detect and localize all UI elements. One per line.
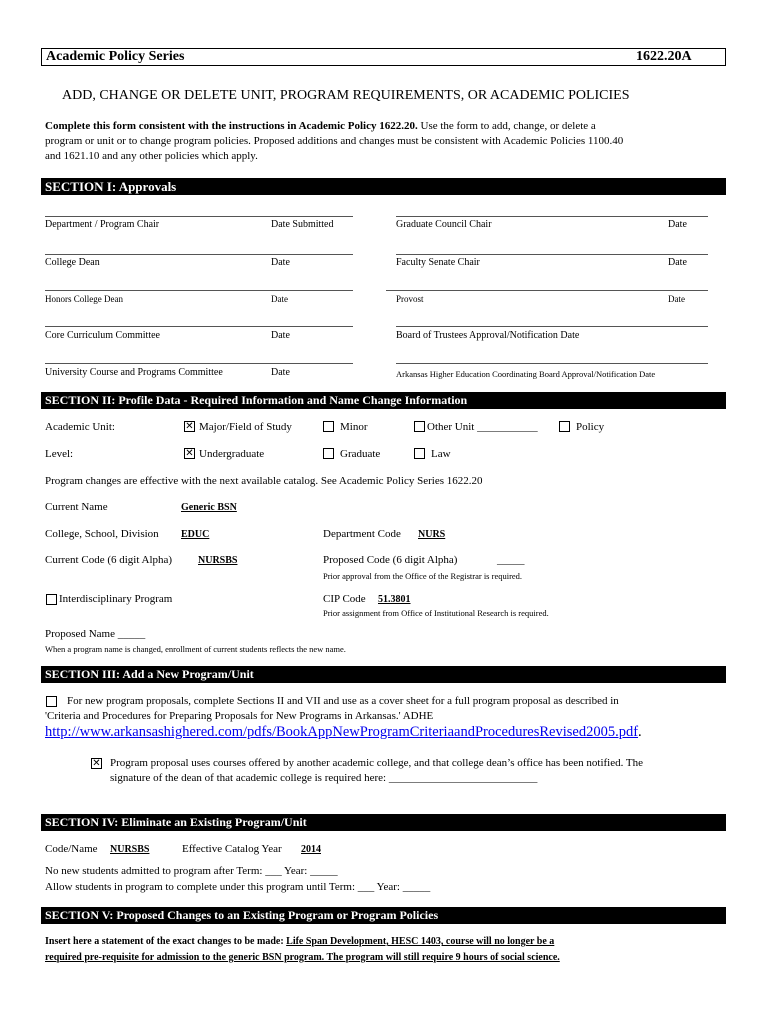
other-unit-checkbox[interactable] bbox=[414, 421, 425, 432]
interdisciplinary-label: Interdisciplinary Program bbox=[59, 593, 173, 605]
undergraduate-checkbox[interactable] bbox=[184, 448, 195, 459]
proposed-code-value[interactable]: _____ bbox=[497, 554, 525, 566]
policy-number: 1622.20A bbox=[636, 49, 692, 64]
other-college-checkbox[interactable] bbox=[91, 758, 102, 769]
sig-label: College Dean bbox=[45, 257, 100, 268]
adhe-link[interactable]: http://www.arkansashighered.com/pdfs/BookAppNewProgramCriteriaandProceduresRevised2005.pdf bbox=[45, 724, 639, 740]
date-label: Date Submitted bbox=[271, 219, 334, 230]
date-label: Date bbox=[271, 330, 290, 341]
major-checkbox[interactable] bbox=[184, 421, 195, 432]
minor-checkbox[interactable] bbox=[323, 421, 334, 432]
dept-code-label: Department Code bbox=[323, 528, 401, 540]
policy-series: Academic Policy Series bbox=[46, 49, 185, 64]
proposed-code-label: Proposed Code (6 digit Alpha) bbox=[323, 554, 458, 566]
section-5-header: SECTION V: Proposed Changes to an Existing Program or Program Policies bbox=[41, 907, 726, 924]
sig-label: Board of Trustees Approval/Notification Date bbox=[396, 330, 580, 341]
cip-code-label: CIP Code bbox=[323, 593, 366, 605]
cip-note: Prior assignment from Office of Institutional Research is required. bbox=[323, 608, 549, 618]
section-4-header: SECTION IV: Eliminate an Existing Program/Unit bbox=[41, 814, 726, 831]
sig-label: University Course and Programs Committee bbox=[45, 367, 223, 378]
catalog-year-value[interactable]: 2014 bbox=[301, 844, 321, 855]
other-college-text: Program proposal uses courses offered by another academic college, and that college dean’s office has been notified. The bbox=[110, 757, 644, 769]
date-label: Date bbox=[668, 219, 687, 230]
option-label: Policy bbox=[576, 421, 605, 433]
option-label: Graduate bbox=[340, 448, 381, 460]
proposed-name-note: When a program name is changed, enrollment of current students reflects the new name. bbox=[45, 644, 346, 654]
sig-label: Faculty Senate Chair bbox=[396, 257, 480, 268]
admit-term-line[interactable]: No new students admitted to program after Term: ___ Year: _____ bbox=[45, 865, 338, 877]
changes-lead: Insert here a statement of the exact changes to be made: bbox=[45, 936, 284, 947]
date-label: Date bbox=[271, 294, 288, 304]
changes-statement-2[interactable]: required pre-requisite for admission to the generic BSN program. The program will still require 9 hours of social science. bbox=[45, 952, 560, 963]
other-college-signature[interactable]: signature of the dean of that academic college is required here: ___________________________ bbox=[110, 772, 538, 784]
sig-label: Arkansas Higher Education Coordinating Board Approval/Notification Date bbox=[396, 369, 656, 379]
intro-line2: program or unit or to change program policies. Proposed additions and changes must be consistent with Academic Policies 1100.40 bbox=[45, 135, 624, 147]
new-program-text: For new program proposals, complete Sections II and VII and use as a cover sheet for a full program proposal as described in bbox=[67, 695, 619, 707]
sig-label: Provost bbox=[396, 294, 424, 304]
intro-line3: and 1621.10 and any other policies which apply. bbox=[45, 150, 258, 162]
changes-statement-1[interactable]: Life Span Development, HESC 1403, course will no longer be a bbox=[286, 936, 555, 947]
college-label: College, School, Division bbox=[45, 528, 159, 540]
option-label: Other Unit ___________ bbox=[427, 421, 538, 433]
proposed-code-note: Prior approval from the Office of the Registrar is required. bbox=[323, 571, 523, 581]
new-program-text-2: 'Criteria and Procedures for Preparing Proposals for New Programs in Arkansas.' ADHE bbox=[45, 710, 434, 722]
intro-line1: Use the form to add, change, or delete a bbox=[420, 120, 596, 132]
new-program-checkbox[interactable] bbox=[46, 696, 57, 707]
current-name-value[interactable]: Generic BSN bbox=[181, 502, 237, 513]
page-title: ADD, CHANGE OR DELETE UNIT, PROGRAM REQUIREMENTS, OR ACADEMIC POLICIES bbox=[62, 88, 630, 103]
option-label: Law bbox=[431, 448, 451, 460]
date-label: Date bbox=[271, 257, 290, 268]
academic-unit-label: Academic Unit: bbox=[45, 421, 115, 433]
intro-lead: Complete this form consistent with the instructions in Academic Policy 1622.20. bbox=[45, 120, 418, 132]
current-code-value[interactable]: NURSBS bbox=[198, 555, 238, 566]
code-name-label: Code/Name bbox=[45, 843, 98, 855]
link-period: . bbox=[638, 724, 642, 740]
current-code-label: Current Code (6 digit Alpha) bbox=[45, 554, 173, 566]
date-label: Date bbox=[668, 294, 685, 304]
dept-code-value[interactable]: NURS bbox=[418, 529, 446, 540]
sig-label: Honors College Dean bbox=[45, 294, 123, 304]
proposed-name[interactable]: Proposed Name _____ bbox=[45, 628, 146, 640]
section-1-header: SECTION I: Approvals bbox=[41, 178, 726, 195]
law-checkbox[interactable] bbox=[414, 448, 425, 459]
interdisciplinary-checkbox[interactable] bbox=[46, 594, 57, 605]
graduate-checkbox[interactable] bbox=[323, 448, 334, 459]
cip-code-value[interactable]: 51.3801 bbox=[378, 594, 411, 605]
college-value[interactable]: EDUC bbox=[181, 529, 210, 540]
complete-term-line[interactable]: Allow students in program to complete under this program until Term: ___ Year: _____ bbox=[45, 881, 431, 893]
effective-note: Program changes are effective with the next available catalog. See Academic Policy Series 1622.20 bbox=[45, 475, 483, 487]
section-2-header: SECTION II: Profile Data - Required Information and Name Change Information bbox=[41, 392, 726, 409]
sig-label: Core Curriculum Committee bbox=[45, 330, 160, 341]
date-label: Date bbox=[271, 367, 290, 378]
date-label: Date bbox=[668, 257, 687, 268]
sig-label: Department / Program Chair bbox=[45, 219, 160, 230]
option-label: Minor bbox=[340, 421, 368, 433]
section-3-header: SECTION III: Add a New Program/Unit bbox=[41, 666, 726, 683]
option-label: Undergraduate bbox=[199, 448, 265, 460]
current-name-label: Current Name bbox=[45, 501, 108, 513]
sig-label: Graduate Council Chair bbox=[396, 219, 492, 230]
policy-checkbox[interactable] bbox=[559, 421, 570, 432]
code-name-value[interactable]: NURSBS bbox=[110, 844, 150, 855]
catalog-year-label: Effective Catalog Year bbox=[182, 843, 282, 855]
level-label: Level: bbox=[45, 448, 74, 460]
option-label: Major/Field of Study bbox=[199, 421, 292, 433]
